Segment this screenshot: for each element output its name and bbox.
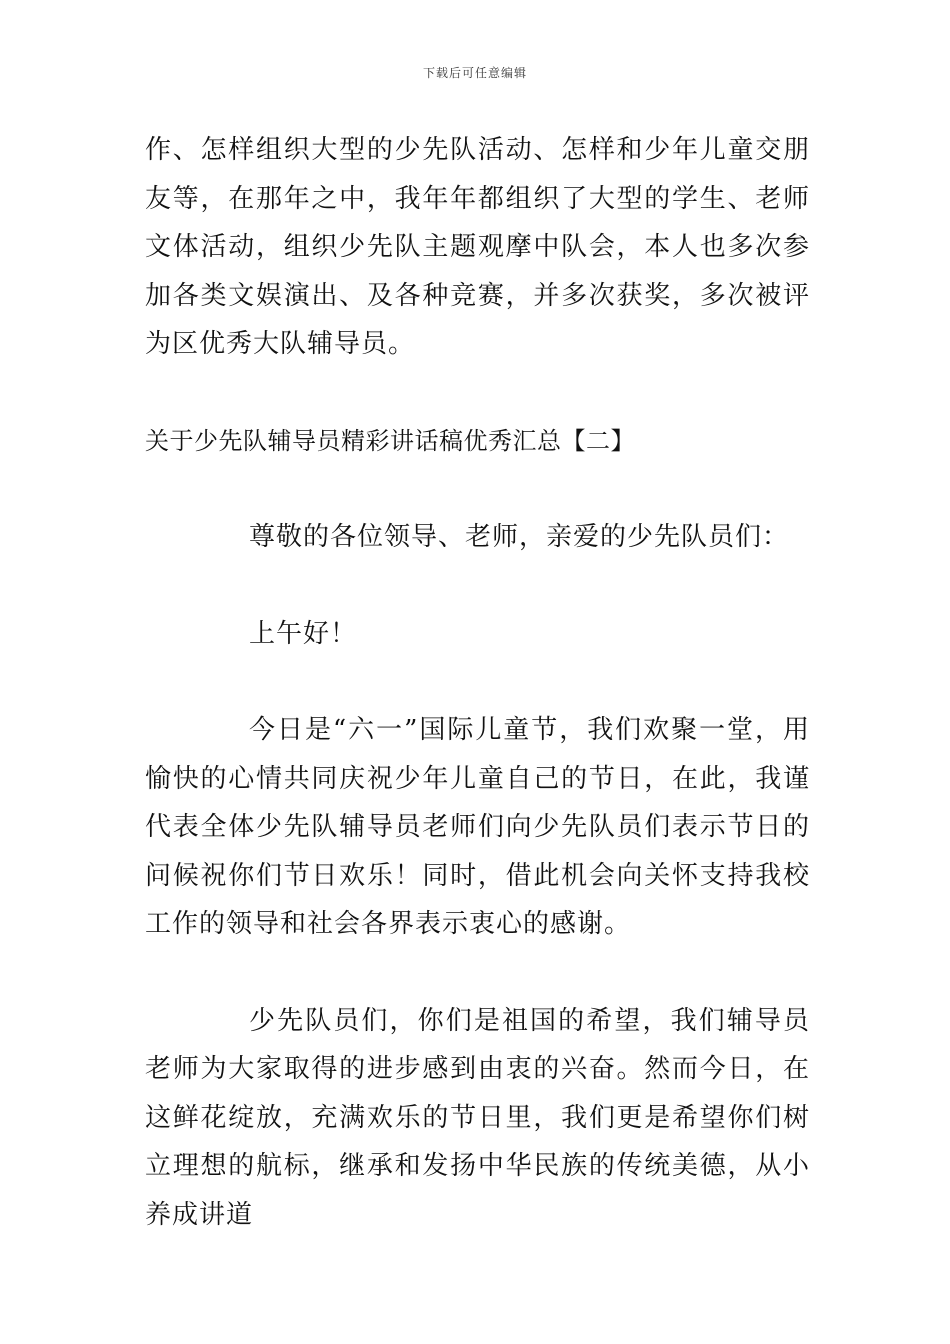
salutation: 尊敬的各位领导、老师，亲爱的少先队员们： bbox=[249, 522, 790, 552]
document-body bbox=[145, 126, 810, 1287]
section-title: 关于少先队辅导员精彩讲话稿优秀汇总【二】 bbox=[145, 426, 635, 455]
greeting: 上午好！ bbox=[249, 618, 358, 649]
body-paragraph-1: 今日是“六一”国际儿童节，我们欢聚一堂，用愉快的心情共同庆祝少年儿童自己的节日，在此，我谨代表全体少先队辅导员老师们向少先队员们表示节日的问候祝你们节日欢乐！同时，借此机会向关怀支持我校工作的领导和社会各界表示衷心的感谢。 bbox=[145, 715, 810, 939]
header-note: 下载后可任意编辑 bbox=[422, 66, 527, 80]
continued-paragraph: 作、怎样组织大型的少先队活动、怎样和少年儿童交朋友等，在那年之中，我年年都组织了大型的学生、老师文体活动，组织少先队主题观摩中队会，本人也多次参加各类文娱演出、及各种竞赛，并多次获奖，多次被评为区优秀大队辅导员。 bbox=[145, 135, 810, 359]
body-paragraph-2: 少先队员们，你们是祖国的希望，我们辅导员老师为大家取得的进步感到由衷的兴奋。然而今日，在这鲜花绽放，充满欢乐的节日里，我们更是希望你们树立理想的航标，继承和发扬中华民族的传统美德，从小养成讲道 bbox=[145, 1005, 810, 1230]
